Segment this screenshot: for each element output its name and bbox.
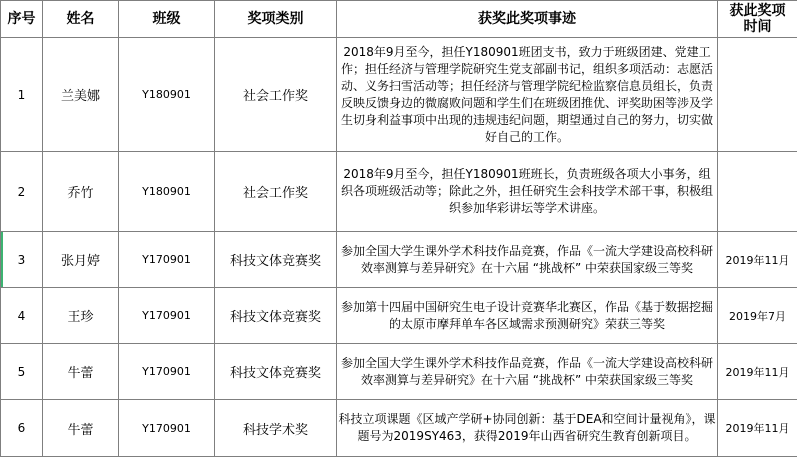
cell-class: Y180901 bbox=[119, 152, 215, 232]
cell-class: Y170901 bbox=[119, 400, 215, 457]
header-row bbox=[1, 1, 797, 38]
cell-name: 牛蕾 bbox=[43, 400, 119, 457]
cell-name: 张月婷 bbox=[43, 232, 119, 288]
cell-award-time: 2019年11月 bbox=[718, 232, 797, 288]
cell-deeds: 科技立项课题《区域产学研+协同创新：基于DEA和空间计量视角》，课题号为2019SY463，获得2019年山西省研究生教育创新项目。 bbox=[337, 400, 718, 457]
cell-award-type: 科技文体竞赛奖 bbox=[215, 232, 337, 288]
cell-no: 1 bbox=[1, 38, 43, 152]
cell-deeds: 2018年9月至今，担任Y180901班班长，负责班级各项大小事务，组织各项班级活动等；除此之外，担任研究生会科技学术部干事，积极组织参加华彩讲坛等学术讲座。 bbox=[337, 152, 718, 232]
cell-class: Y180901 bbox=[119, 38, 215, 152]
cell-no: 3 bbox=[1, 232, 43, 288]
cell-award-type: 科技文体竞赛奖 bbox=[215, 344, 337, 400]
cell-award-time bbox=[718, 152, 797, 232]
table-row bbox=[1, 400, 797, 457]
cell-award-time: 2019年7月 bbox=[718, 288, 797, 344]
cell-class: Y170901 bbox=[119, 232, 215, 288]
cell-deeds: 参加第十四届中国研究生电子设计竞赛华北赛区，作品《基于数据挖掘的太原市摩拜单车各区域需求预测研究》荣获三等奖 bbox=[337, 288, 718, 344]
cell-award-type: 社会工作奖 bbox=[215, 38, 337, 152]
cell-deeds: 参加全国大学生课外学术科技作品竞赛，作品《一流大学建设高校科研效率测算与差异研究》在十六届 “挑战杯” 中荣获国家级三等奖 bbox=[337, 344, 718, 400]
cell-no: 6 bbox=[1, 400, 43, 457]
cell-deeds: 参加全国大学生课外学术科技作品竞赛，作品《一流大学建设高校科研效率测算与差异研究》在十六届 “挑战杯” 中荣获国家级三等奖 bbox=[337, 232, 718, 288]
cell-name: 王珍 bbox=[43, 288, 119, 344]
cell-no: 5 bbox=[1, 344, 43, 400]
cell-award-type: 科技学术奖 bbox=[215, 400, 337, 457]
header-award-time: 获此奖项 时间 bbox=[718, 1, 797, 38]
cell-no: 4 bbox=[1, 288, 43, 344]
cell-deeds: 2018年9月至今，担任Y180901班团支书，致力于班级团建、党建工作；担任经济与管理学院研究生党支部副书记，组织多项活动：志愿活动、义务扫雪活动等；担任经济与管理学院纪检监察信息员组长，负责反映反馈身边的微腐败问题和学生们在班级团推优、评奖助困等涉及学生切身利益事项中出现的违规违纪问题，期望通过自己的努力，切实做好自己的工作。 bbox=[337, 38, 718, 152]
cell-award-type: 科技文体竞赛奖 bbox=[215, 288, 337, 344]
header-class: 班级 bbox=[119, 1, 215, 38]
table-row bbox=[1, 344, 797, 400]
table-row bbox=[1, 38, 797, 152]
header-award-type: 奖项类别 bbox=[215, 1, 337, 38]
table-row bbox=[1, 288, 797, 344]
cell-class: Y170901 bbox=[119, 344, 215, 400]
cell-name: 牛蕾 bbox=[43, 344, 119, 400]
cell-class: Y170901 bbox=[119, 288, 215, 344]
cell-award-time bbox=[718, 38, 797, 152]
cell-award-time: 2019年11月 bbox=[718, 344, 797, 400]
cell-award-time: 2019年11月 bbox=[718, 400, 797, 457]
cell-award-type: 社会工作奖 bbox=[215, 152, 337, 232]
header-name: 姓名 bbox=[43, 1, 119, 38]
cell-name: 乔竹 bbox=[43, 152, 119, 232]
header-deeds: 获奖此奖项事迹 bbox=[337, 1, 718, 38]
table-row bbox=[1, 232, 797, 288]
cell-name: 兰美娜 bbox=[43, 38, 119, 152]
header-no: 序号 bbox=[1, 1, 43, 38]
table-row bbox=[1, 152, 797, 232]
cell-no: 2 bbox=[1, 152, 43, 232]
